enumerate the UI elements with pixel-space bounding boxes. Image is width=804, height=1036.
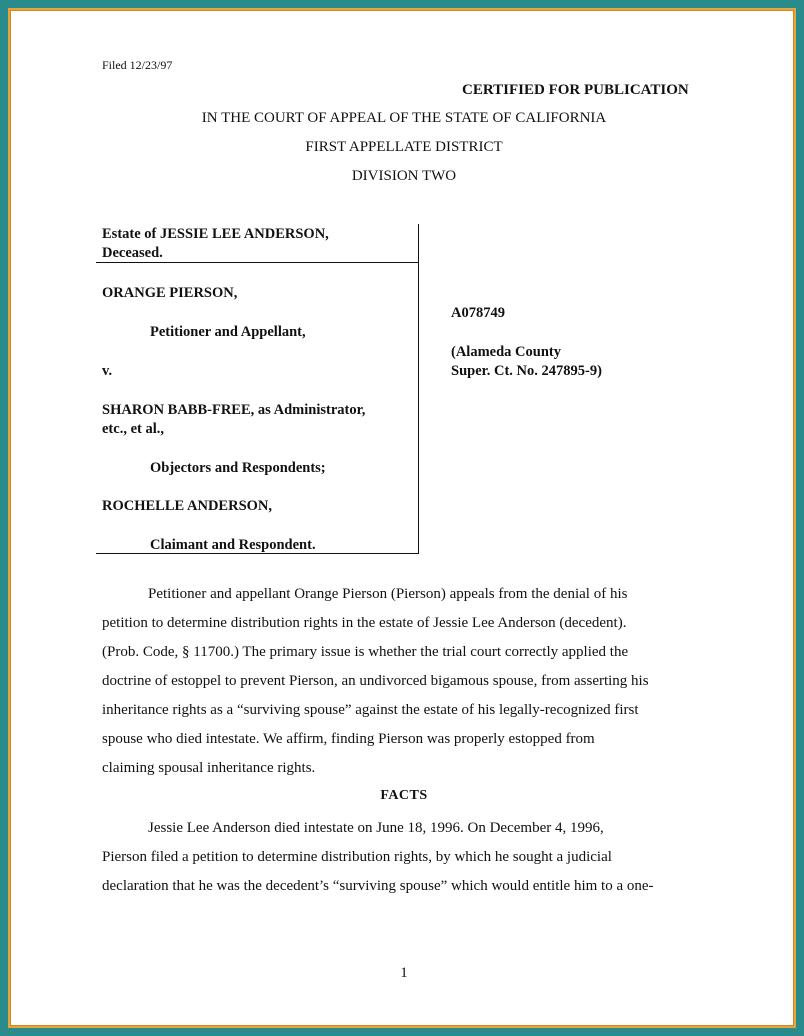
party-respondent-role: Objectors and Respondents; — [150, 460, 326, 476]
county-line-1: (Alameda County — [451, 344, 561, 360]
intro-line: (Prob. Code, § 11700.) The primary issue is whether the trial court correctly applied the — [102, 644, 629, 660]
division: DIVISION TWO — [351, 168, 457, 184]
party-appellant-role: Petitioner and Appellant, — [150, 324, 306, 340]
party-claimant: ROCHELLE ANDERSON, — [102, 498, 273, 514]
page-number: 1 — [400, 965, 408, 981]
intro-line: claiming spousal inheritance rights. — [102, 760, 316, 776]
filed-date: Filed 12/23/97 — [102, 58, 173, 72]
estate-line-2: Deceased. — [102, 245, 163, 261]
intro-line: Petitioner and appellant Orange Pierson (Pierson) appeals from the denial of his — [148, 586, 628, 602]
facts-paragraph — [102, 814, 712, 901]
document-page — [8, 8, 796, 1028]
party-claimant-role: Claimant and Respondent. — [150, 537, 316, 553]
party-respondent-line-2: etc., et al., — [102, 421, 164, 437]
appellate-district: FIRST APPELLATE DISTRICT — [305, 139, 503, 155]
versus: v. — [102, 363, 113, 379]
intro-line: petition to determine distribution rights in the estate of Jessie Lee Anderson (decedent). — [102, 615, 627, 631]
facts-line: Jessie Lee Anderson died intestate on June 18, 1996. On December 4, 1996, — [148, 820, 604, 836]
estate-line-1: Estate of JESSIE LEE ANDERSON, — [102, 226, 329, 242]
facts-line: Pierson filed a petition to determine distribution rights, by which he sought a judicial — [102, 849, 612, 865]
certified-for-publication: CERTIFIED FOR PUBLICATION — [462, 82, 689, 98]
caption-vertical-rule — [418, 224, 419, 554]
court-name: IN THE COURT OF APPEAL OF THE STATE OF CALIFORNIA — [201, 110, 607, 126]
party-respondent-line-1: SHARON BABB-FREE, as Administrator, — [102, 402, 366, 418]
intro-line: inheritance rights as a “surviving spouse” against the estate of his legally-recognized first — [102, 702, 639, 718]
caption-divider — [96, 262, 418, 263]
intro-line: doctrine of estoppel to prevent Pierson, an undivorced bigamous spouse, from asserting his — [102, 673, 649, 689]
facts-heading: FACTS — [380, 788, 428, 803]
facts-line: declaration that he was the decedent’s “surviving spouse” which would entitle him to a one- — [102, 878, 654, 894]
intro-line: spouse who died intestate. We affirm, finding Pierson was properly estopped from — [102, 731, 595, 747]
party-appellant: ORANGE PIERSON, — [102, 285, 238, 301]
intro-paragraph — [102, 580, 712, 783]
case-number: A078749 — [451, 305, 505, 321]
caption-bottom-rule — [96, 553, 418, 554]
county-line-2: Super. Ct. No. 247895-9) — [451, 363, 602, 379]
